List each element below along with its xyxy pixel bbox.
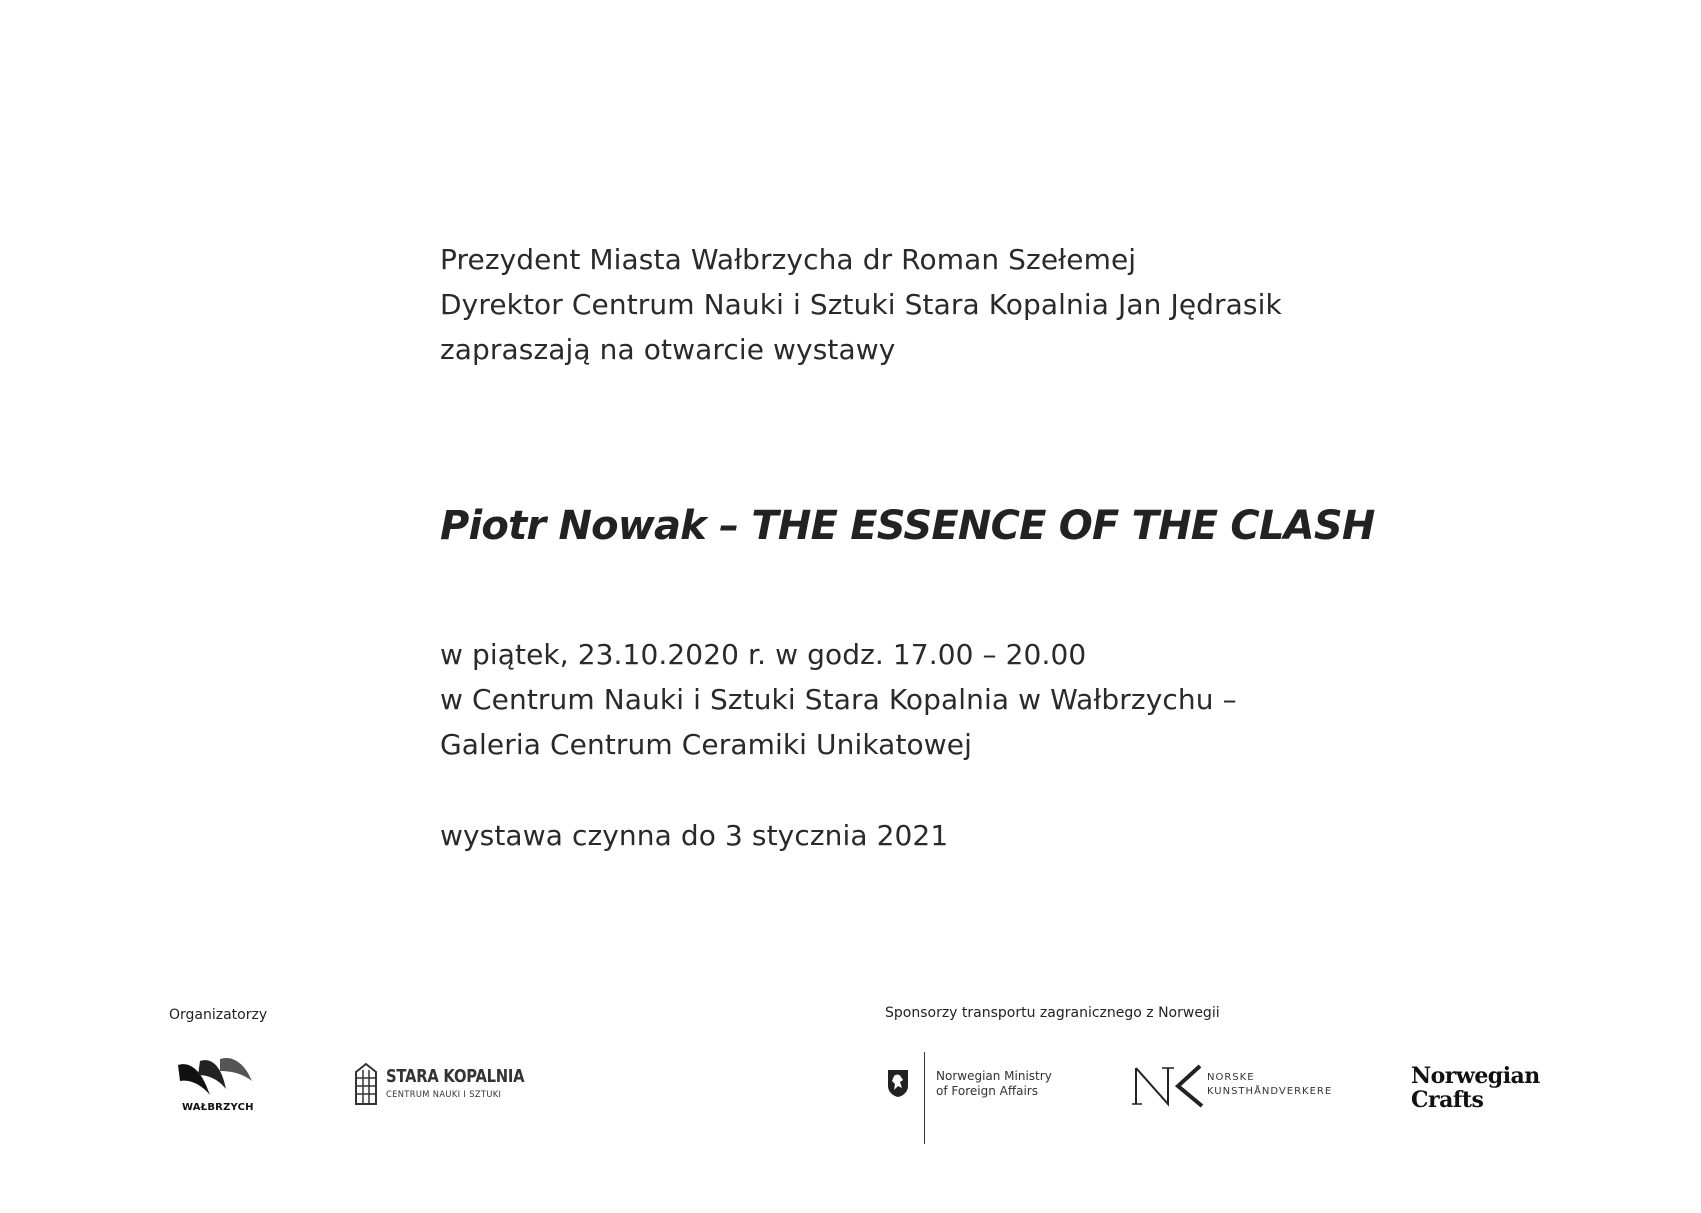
walbrzych-logo-text: WAŁBRZYCH [182, 1102, 254, 1113]
ministry-divider [924, 1052, 925, 1144]
ministry-line-2: of Foreign Affairs [936, 1084, 1038, 1098]
detail-venue: w Centrum Nauki i Sztuki Stara Kopalnia w Wałbrzychu – [440, 683, 1237, 716]
norwegian-crafts-line-1: Norwegian [1411, 1063, 1540, 1089]
norwegian-crafts-logo [1411, 1064, 1561, 1114]
exhibition-title: Piotr Nowak – THE ESSENCE OF THE CLASH [440, 503, 1375, 549]
host-line-3: zapraszają na otwarcie wystawy [440, 333, 896, 366]
stara-kopalnia-subtitle: CENTRUM NAUKI I SZTUKI [386, 1090, 502, 1100]
stara-kopalnia-name: STARA KOPALNIA [386, 1066, 525, 1087]
detail-gallery: Galeria Centrum Ceramiki Unikatowej [440, 728, 972, 761]
ministry-line-1: Norwegian Ministry [936, 1069, 1052, 1083]
detail-date: w piątek, 23.10.2020 r. w godz. 17.00 – 20.00 [440, 638, 1087, 671]
organizers-label: Organizatorzy [169, 1007, 268, 1023]
norske-line-2: KUNSTHÅNDVERKERE [1207, 1086, 1333, 1097]
host-line-2: Dyrektor Centrum Nauki i Sztuki Stara Kopalnia Jan Jędrasik [440, 288, 1282, 321]
host-line-1: Prezydent Miasta Wałbrzycha dr Roman Szełemej [440, 243, 1137, 276]
stara-kopalnia-logo [352, 1062, 525, 1110]
walbrzych-logo [176, 1055, 256, 1115]
walbrzych-mark-icon [176, 1055, 256, 1099]
nk-monogram-icon [1132, 1064, 1204, 1108]
sponsors-label: Sponsorzy transportu zagranicznego z Norwegii [885, 1005, 1220, 1021]
norwegian-crafts-line-2: Crafts [1411, 1087, 1484, 1113]
norske-kunsthandverkere-logo [1132, 1064, 1332, 1108]
mine-tower-icon [352, 1062, 380, 1106]
exhibition-duration: wystawa czynna do 3 stycznia 2021 [440, 819, 949, 852]
norske-line-1: NORSKE [1207, 1072, 1255, 1083]
norwegian-lion-crest-icon [886, 1068, 910, 1098]
norwegian-ministry-logo [886, 1052, 1066, 1144]
